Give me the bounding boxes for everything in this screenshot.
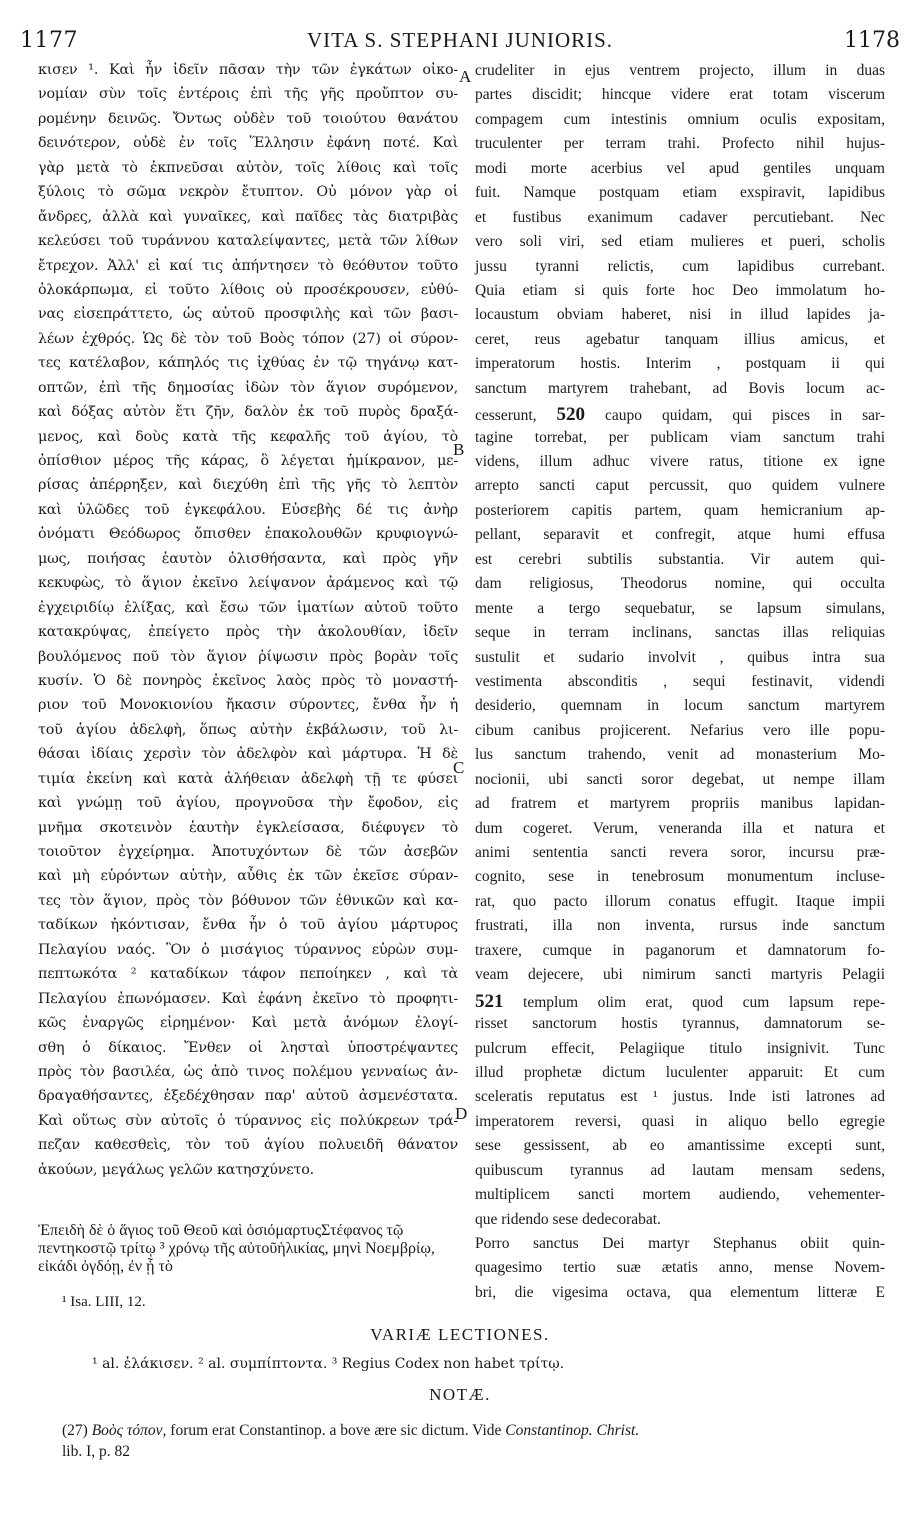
text-line: ταδίκων ἠκόντισαν, ἔνθα ἦν ὁ τοῦ ἁγίου μάρτυρος [38, 917, 458, 934]
text-line: μνῆμα σκοτεινὸν ἑαυτὴν ἐγκλείσασα, διέφυγεν τὸ [38, 819, 458, 836]
text-line: δεινότερον, οὐδὲ ἐν τοῖς Ἕλλησιν ἐφάνη ποτέ. Καὶ [38, 135, 458, 152]
page-number-left: 1177 [20, 28, 78, 53]
text-line: desiderio, quemnam in locum sanctum martyrem [475, 697, 885, 715]
text-line: ὁλοκάρπωμα, εἰ τοῦτο λίθοις οὐ προσέκρουσεν, εὐθύ- [38, 281, 458, 298]
text-line: γὰρ μετὰ τὸ ἐκπνεῦσαι αὐτὸν, τοῖς λίθοις καὶ τοῖς [38, 159, 458, 176]
text-line: animi sententia sancti revera soror, incursu præ- [475, 844, 885, 861]
text-line: Quia etiam si quis forte hoc Deo immolatum ho- [475, 281, 885, 299]
text-line: ὀνόματι Θεόδωρος ὄπισθεν ἐπακολουθῶν κρυφιογνώ- [38, 526, 458, 543]
text-line: κῶς ἐναργῶς εἰρημένον· Καὶ μετὰ ἀνόμων ἐλογί- [38, 1015, 458, 1032]
text-line: risset sanctorum hostis tyrannus, damnatorum se- [475, 1015, 885, 1033]
margin-letter-a: A [459, 67, 472, 86]
text-line: τιμία ἐκείνη καὶ κατὰ ἀλήθειαν ἀδελφὴ τῇ τε φύσει [38, 770, 458, 787]
note-tail: lib. I, p. 82 [62, 1443, 131, 1460]
text-line: modi morte acerbius vel apud gentiles unquam [475, 159, 885, 177]
text-line: imperatorum hostis. Interim , postquam ii qui [475, 355, 885, 373]
text-line: οπτῶν, ἐπὶ τῆς δημοσίας ἰδὼν τὸν ἅγιον συρόμενον, [38, 379, 458, 396]
text-line: τοῦ ἁγίου ἀδελφὴ, ὅπως αὐτὴν ἐκβάλωσιν, τοῦ λι- [38, 721, 458, 738]
text-line: crudeliter in ejus ventrem projecto, illum in duas [475, 62, 885, 79]
text-line: sustulit et sudario involvit , quibus intra sua [475, 648, 885, 666]
text-line: πρὸς τὸν βασιλέα, ὡς ἀπὸ τινος πολέμου γενναίως ἀν- [38, 1063, 458, 1080]
scripture-footnote: ¹ Isa. LIII, 12. [62, 1294, 146, 1310]
text-line: et fustibus exanimum cadaver percutiebant. Nec [475, 208, 885, 226]
text-line: Ἐπειδὴ δὲ ὁ ἅγιος τοῦ Θεοῦ καὶ ὁσιόμαρτυς [38, 1222, 322, 1239]
text-line: sceleratis reputatus est ¹ justus. Inde isti latrones ad [475, 1088, 885, 1106]
text-line: dum cogeret. Verum, veneranda illa et natura et [475, 819, 885, 837]
column-number-mark: 520 [556, 404, 586, 426]
text-line: θάσαι ἰδίαις χερσὶν τὸν ἀδελφὸν καὶ μάρτυρα. Ἡ δὲ [38, 746, 458, 763]
text-line: ἐγχειριδίῳ ἑλίξας, καὶ ἔσω τῶν ἱματίων αὐτοῦ τοῦτο [38, 599, 458, 616]
note-greek-term: Βοὸς τόπον [91, 1422, 163, 1439]
text-line: multiplicem sancti mortem audiendo, vehementer- [475, 1186, 885, 1204]
text-line: vestimenta absconditis , sequi festinavit, videndi [475, 672, 885, 690]
text-line: fuit. Namque postquam etiam exspiravit, lapidibus [475, 184, 885, 202]
text-line: tagine torrebat, per publicam viam sanctum trahi [475, 428, 885, 446]
greek-column [38, 62, 458, 1186]
text-line: λέων ἐχθρός. Ὡς δὲ τὸν τοῦ Βοὸς τόπον (27) οἱ σύρον- [38, 330, 458, 347]
text-line: βουλόμενος ποῦ τὸν ἅγιον ῥίψωσιν πρὸς βορὰν τοῖς [38, 648, 458, 665]
notae-heading: NOTÆ. [429, 1385, 491, 1404]
text-line: ὀπίσθιον μέρος τῆς κάρας, ὃ λέγεται ἡμίκρανον, με- [38, 453, 458, 469]
text-line: traxere, cumque in paganorum et damnatorum fo- [475, 941, 885, 959]
text-line: ἀκούων, μεγάλως γελῶν κατησχύνετο. [38, 1161, 314, 1178]
text-line: Πελαγίου ναός. Ὃν ὁ μισάγιος τύραννος εὑρὼν συμ- [38, 941, 458, 958]
text-line: 521 templum olim erat, quod cum lapsum repe- [475, 990, 885, 1012]
page-number-right: 1178 [844, 28, 900, 53]
text-line: ceret, reus agebatur tanquam illius amicus, et [475, 330, 885, 348]
text-line: τες τὸν ἅγιον, πρὸς τὸν βόθυνον τῶν ἐθνικῶν καὶ κα- [38, 892, 458, 909]
text-line: locaustum obviam haberet, nisi in illud lapides ja- [475, 306, 885, 324]
text-line: truculenter per terram trahi. Profecto nihil hujus- [475, 135, 885, 153]
text-line: καὶ γνώμῃ τοῦ ἁγίου, προγνοῦσα τὴν ἔφοδον, εἰς [38, 795, 458, 812]
text-line: καὶ ὑλῶδες τοῦ ἐγκεφάλου. Εὐσεβὴς δέ τις ἀνὴρ [38, 501, 458, 518]
variae-lectiones-heading: VARIÆ LECTIONES. [370, 1325, 550, 1344]
text-line: ἔτρεχον. Ἀλλ' εἰ καί τις ἀπήντησεν τὸ θεόθυτον τοῦτο [38, 257, 458, 274]
text-line: ρομένην δεινῶς. Ὄντως οὐδὲν τοῦ τοιούτου θανάτου [38, 110, 458, 127]
text-line: vero soli viri, sed etiam mulieres et pueri, scholis [475, 233, 885, 251]
text-line: imperatorem reversi, quasi in aliquo bello egregie [475, 1112, 885, 1130]
text-line: κισεν ¹. Καὶ ἦν ἰδεῖν πᾶσαν τὴν τῶν ἐγκάτων οἰκο- [38, 62, 458, 78]
text-line: τοιοῦτον ἐγχείρημα. Ἀποτυχόντων δὲ τῶν ἀσεβῶν [38, 844, 458, 860]
text-line: est cerebri subtilis substantia. Vir autem qui- [475, 550, 885, 568]
text-line: jussu tyranni relictis, cum lapidibus currebant. [475, 257, 885, 275]
running-title: VITA S. STEPHANI JUNIORIS. [306, 28, 614, 52]
text-line: ἡλικίας, μηνὶ Νοεμβρίῳ, εἰκάδι ὀγδόῃ, ἐν ᾗ τὸ [38, 1240, 435, 1275]
text-line: δραγαθήσαντες, ἐξεδέχθησαν παρ' αὐτοῦ ἀσμενέστατα. [38, 1088, 458, 1105]
column-number-mark: 521 [475, 990, 504, 1012]
text-line: νομίαν σὺν τοῖς ἐντέροις ἐπὶ τῆς γῆς προὔπτον συ- [38, 86, 458, 103]
text-line: σθη ὁ δίκαιος. Ἔνθεν οἱ λησταὶ ὑποστρέψαντες [38, 1039, 458, 1056]
margin-letter-d: D [455, 1104, 468, 1123]
text-line: posteriorem capitis partem, quam hemicranium ap- [475, 501, 885, 519]
margin-letter-b: B [453, 440, 465, 459]
latin-column [475, 62, 885, 1308]
text-line: seque in terram inclinans, sanctas illas reliquias [475, 624, 885, 642]
text-line: ρίσας ἀπέρρηξεν, καὶ διεχύθη ἐπὶ τῆς γῆς τὸ λεπτὸν [38, 477, 458, 494]
text-line: videns, illum adhuc vivere ratus, titione ex igne [475, 453, 885, 470]
text-line: ad fratrem et martyrem propriis manibus lapidan- [475, 795, 885, 813]
text-line: sanctum martyrem trahebant, ad Bovis locum ac- [475, 379, 885, 397]
note-body: , forum erat Constantinop. a bove ære sic dictum. Vide [162, 1422, 502, 1439]
text-line: τες κατέλαβον, κάπηλός τις ἰχθύας ἐν τῷ τηγάνῳ κατ- [38, 355, 458, 372]
note-reference: Constantinop. Christ. [505, 1422, 640, 1439]
margin-letter-c: C [453, 758, 465, 777]
text-line: nocionii, ubi sancti soror degebat, ut nempe illam [475, 770, 885, 788]
text-line: Porro sanctus Dei martyr Stephanus obiit quin- [475, 1235, 885, 1252]
text-line: partes discidit; hincque videre erat totam viscerum [475, 86, 885, 104]
text-line: cognito, sese in tenebrosum monumentum incluse- [475, 868, 885, 886]
note-number: (27) [62, 1422, 88, 1439]
text-line: veam dejecere, ubi nimirum sancti martyris Pelagii [475, 966, 885, 984]
note-27 [62, 1420, 892, 1462]
text-line: ξύλοις τὸ σῶμα νεκρὸν ἔτυπτον. Οὐ μόνον γὰρ οἱ [38, 184, 458, 201]
text-line: κελεύσει τοῦ τυράννου καταλείψαντες, μετὰ τῶν λίθων [38, 233, 458, 250]
text-line: μενος, καὶ δοὺς κατὰ τῆς κεφαλῆς τοῦ ἁγίου, τὸ [38, 428, 458, 445]
text-line: ριον τοῦ Μονοκιονίου ἤκασιν σύροντες, ἔνθα ἦν ἡ [38, 697, 458, 714]
text-line: que ridendo sese dedecorabat. [475, 1210, 661, 1228]
text-line: quibuscum tyrannus ad lautam mensam sedens, [475, 1161, 885, 1179]
text-line: bri, die vigesima octava, qua elementum litteræ E [475, 1283, 885, 1301]
text-line: Πελαγίου ἐπωνόμασεν. Καὶ ἐφάνη ἐκεῖνο τὸ προφητι- [38, 990, 458, 1007]
running-header [16, 28, 904, 58]
text-line: mente a tergo sequebatur, se lapsum simulans, [475, 599, 885, 617]
text-line: frustrati, illa non inventa, rursus inde sanctum [475, 917, 885, 935]
text-line: Καὶ οὕτως σὺν αὐτοῖς ὁ τύραννος εἰς πολύκρεων τρά- [38, 1112, 458, 1129]
text-line: ἄνδρες, ἀλλὰ καὶ γυναῖκες, καὶ παῖδες τὰς διατριβὰς [38, 208, 458, 225]
text-line: cibum canibus projicerent. Nefarius vero ille popu- [475, 721, 885, 739]
text-line: κατακρύψας, ἐπείγετο πρὸς τὴν ἀκολουθίαν, ἰδεῖν [38, 624, 458, 641]
text-line: πεπτωκότα ² καταδίκων τάφον πεποίηκεν , καὶ τὰ [38, 966, 458, 983]
variant-readings: ¹ al. ἐλάκισεν. ² al. συμπίπτοντα. ³ Regius Codex non habet τρίτῳ. [92, 1356, 565, 1372]
text-line: rat, quo pacto illorum conatus effugit. Itaque impii [475, 892, 885, 910]
greek-column-continuation [38, 1222, 458, 1276]
text-line: compagem cum intestinis omnium oculis expositam, [475, 110, 885, 128]
text-line: Στέφανος τῷ πεντηκοστῷ τρίτῳ ³ χρόνῳ τῆς αὐτοῦ [38, 1222, 404, 1257]
text-line: arrepto sancti caput percussit, quo quidem vulnere [475, 477, 885, 495]
text-line: μως, ποιήσας ἑαυτὸν ὀλισθήσαντα, καὶ πρὸς γῆν [38, 550, 458, 567]
text-line: καὶ δόξας αὐτὸν ἔτι ζῆν, δαλὸν ἐκ τοῦ πυρὸς δραξά- [38, 404, 458, 421]
text-line: κυσίν. Ὁ δὲ πονηρὸς ἐκεῖνος λαὸς πρὸς τὸ μοναστή- [38, 672, 458, 689]
text-line: νας εἰσεπράττετο, ὡς αὐτοῦ προσφιλὴς καὶ τῶν βασι- [38, 306, 458, 323]
text-line: sese gessissent, ab eo amantissime excepti sunt, [475, 1137, 885, 1155]
text-line: καὶ μὴ εὑρόντων αὐτὴν, αὖθις ἐκ τῶν ἐκεῖσε σύραν- [38, 868, 458, 885]
text-line: lus sanctum trahendo, venit ad monasterium Mo- [475, 746, 885, 764]
text-line: illud prophetæ dictum luculenter apparuit: Et cum [475, 1063, 885, 1081]
text-line: pellant, separavit et confregit, atque humi effusa [475, 526, 885, 544]
text-line: κεκυφὼς, τὸ ἅγιον ἐκεῖνο λείψανον ἀράμενος καὶ τῷ [38, 575, 458, 592]
text-line: pulcrum effecit, Pelagiique titulo insignivit. Tunc [475, 1039, 885, 1057]
text-line: quagesimo tertio suæ ætatis anno, mense Novem- [475, 1259, 885, 1277]
text-line: dam religiosus, Theodorus nomine, qui occulta [475, 575, 885, 593]
text-line: πεζαν καθεσθεὶς, τὸν τοῦ ἁγίου πολυειδῆ θάνατον [38, 1137, 458, 1154]
text-line: cesserunt, 520 caupo quidam, qui pisces in sar- [475, 404, 886, 426]
